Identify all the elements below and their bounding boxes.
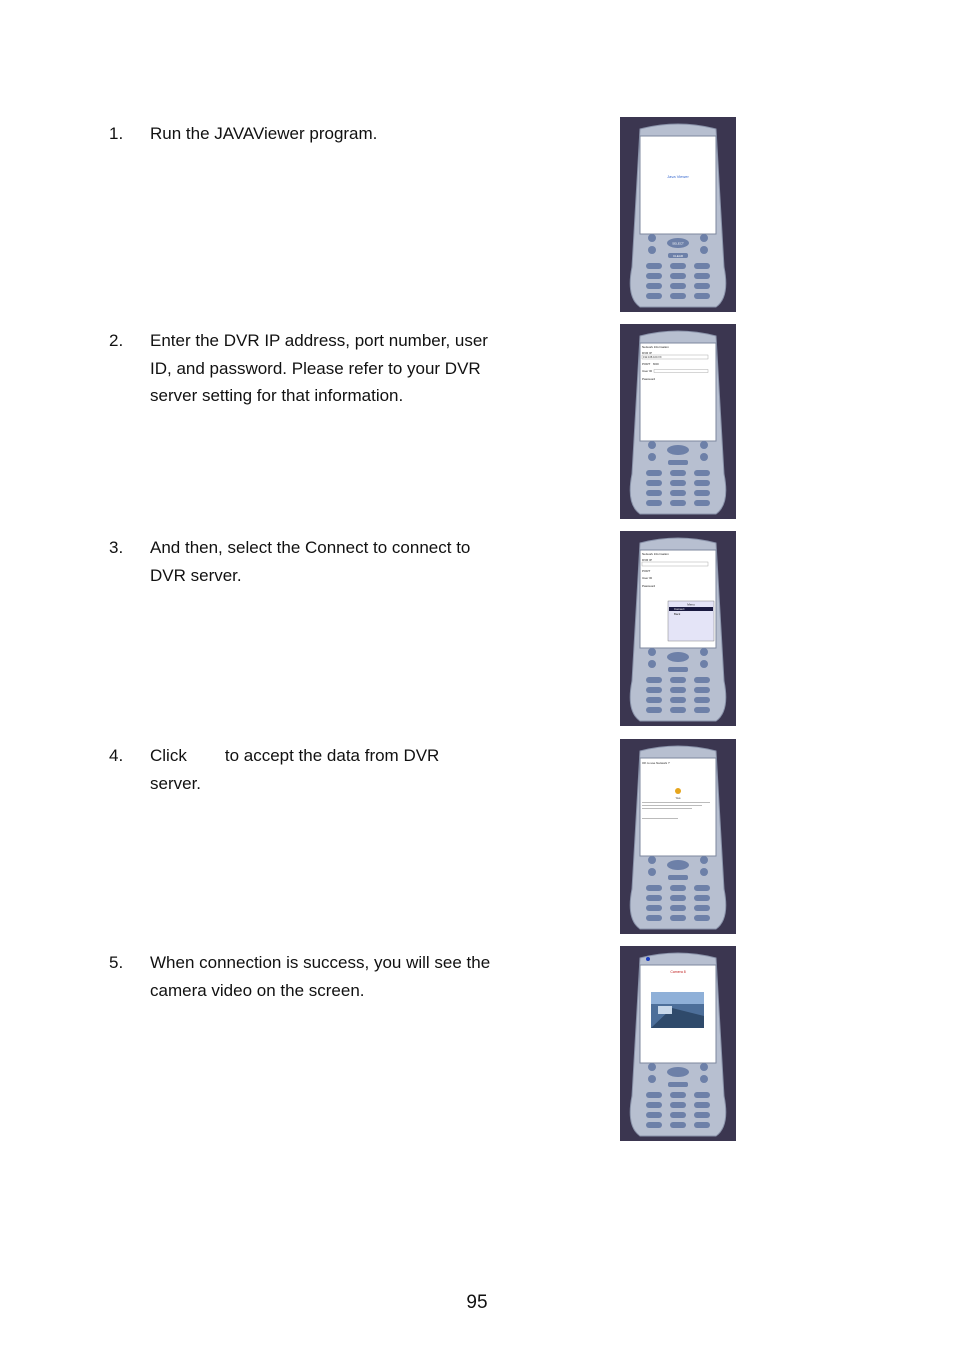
svg-text:Password: Password: [642, 377, 656, 381]
phone-screenshot-4: [620, 739, 736, 934]
step-number: 2.: [109, 331, 124, 350]
svg-text:SELECT: SELECT: [672, 241, 684, 246]
svg-text:OK to use Network ?: OK to use Network ?: [642, 761, 670, 765]
svg-text:Yes: Yes: [675, 796, 681, 800]
svg-text:DVR IP: DVR IP: [642, 351, 653, 355]
svg-text:Menu: Menu: [687, 602, 695, 607]
page-number: 95: [466, 1292, 488, 1313]
step-number: 3.: [109, 538, 124, 557]
svg-text:192.168.100.XX: 192.168.100.XX: [643, 356, 662, 360]
svg-text:PORT: PORT: [642, 362, 651, 366]
phone-screenshot-3: [620, 531, 736, 726]
step-number: 4.: [109, 746, 124, 765]
svg-text:Network Information: Network Information: [642, 552, 669, 556]
svg-text:Back: Back: [674, 612, 681, 616]
svg-text:CLEAR: CLEAR: [672, 254, 684, 258]
step-text: When connection is success, you will see the camera video on the screen.: [150, 953, 491, 1000]
svg-text:Password: Password: [642, 584, 656, 588]
warning-icon: [675, 788, 681, 794]
step-text: And then, select the Connect to connect to DVR server.: [150, 538, 471, 585]
screen-title: Java Viewer: [667, 174, 689, 179]
svg-text:8000: 8000: [653, 363, 659, 366]
step-number: 5.: [109, 953, 124, 972]
step-text: [150, 742, 495, 797]
svg-text:PORT: PORT: [642, 569, 651, 573]
step-text: Enter the DVR IP address, port number, user ID, and password. Please refer to your DVR server setting for that information.: [150, 331, 488, 405]
status-dot-icon: [646, 957, 650, 961]
phone-screenshot-2: [620, 324, 736, 519]
step-text: Run the JAVAViewer program.: [150, 124, 378, 143]
svg-text:Camera 8: Camera 8: [670, 970, 686, 974]
phone-screenshot-5: [620, 946, 736, 1141]
svg-text:User ID: User ID: [642, 369, 653, 373]
step-text-before: Click: [150, 746, 187, 765]
svg-text:Connect: Connect: [674, 607, 685, 612]
svg-text:Network Information: Network Information: [642, 345, 669, 349]
step-text-after: to accept the data from DVR server.: [150, 746, 440, 793]
svg-text:DVR IP: DVR IP: [642, 558, 653, 562]
svg-text:User ID: User ID: [642, 576, 653, 580]
phone-screenshot-1: [620, 117, 736, 312]
step-number: 1.: [109, 124, 124, 143]
